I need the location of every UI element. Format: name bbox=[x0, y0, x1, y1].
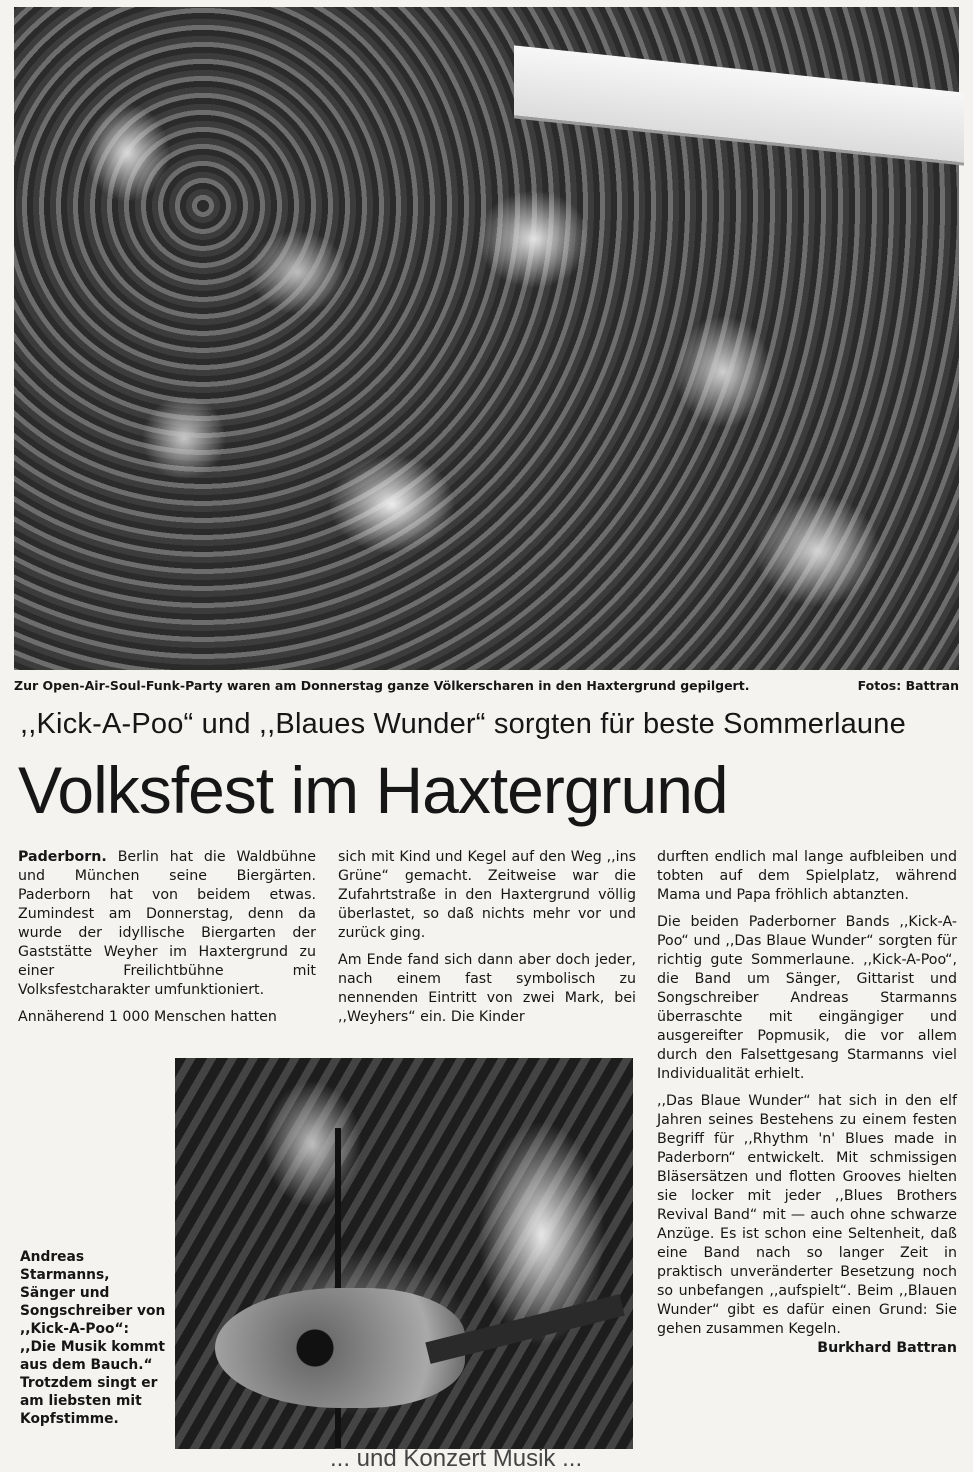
canopy-shape bbox=[514, 45, 964, 165]
paragraph: sich mit Kind und Kegel auf den Weg ,,ins Grüne“ gemacht. Zeitweise war die Zufahrtstraße in den Haxtergrund völlig überlastet, so daß nichts mehr vor und zurück ging. bbox=[338, 849, 636, 941]
paragraph: Annäherend 1 000 Menschen hatten bbox=[18, 1009, 277, 1025]
author-byline: Burkhard Battran bbox=[817, 1340, 957, 1356]
article-column-1 bbox=[18, 848, 316, 1035]
main-headline: Volksfest im Haxtergrund bbox=[18, 753, 728, 827]
singer-photo bbox=[175, 1058, 633, 1449]
article-column-3 bbox=[657, 848, 957, 1358]
dateline: Paderborn. bbox=[18, 849, 107, 865]
paragraph: Am Ende fand sich dann aber doch jeder, nach einem fast symbolisch zu nennenden Eintritt von zwei Mark, bei ,,Weyhers“ ein. Die Kinder bbox=[338, 952, 636, 1025]
cut-off-headline-fragment: ... und Konzert Musik ... bbox=[330, 1445, 583, 1472]
paragraph bbox=[18, 848, 316, 1000]
paragraph: durften endlich mal lange aufbleiben und tobten auf dem Spielplatz, während Mama und Papa fröhlich abtanzten. bbox=[657, 849, 957, 903]
photo-credit: Fotos: Battran bbox=[857, 678, 959, 693]
kicker-headline: ,,Kick-A-Poo“ und ,,Blaues Wunder“ sorgten für beste Sommerlaune bbox=[20, 708, 906, 740]
crowd-photo bbox=[14, 7, 959, 670]
photo-caption bbox=[14, 678, 959, 693]
paragraph-text: Berlin hat die Waldbühne und München seine Biergärten. Paderborn hat von beidem etwas. Zumindest am Donnerstag, denn da wurde der idyllische Biergarten der Gaststätte Weyher im Haxtergrund zu einer Freilichtbühne mit Volksfestcharakter umfunktioniert. bbox=[18, 849, 316, 998]
article-column-2 bbox=[338, 848, 636, 1035]
photo-caption-text: Zur Open-Air-Soul-Funk-Party waren am Donnerstag ganze Völkerscharen in den Haxtergrund gepilgert. bbox=[14, 678, 750, 693]
paragraph-text: ,,Das Blaue Wunder“ hat sich in den elf Jahren seines Bestehens zu einem festen Begriff für ,,Rhythm 'n' Blues made in Paderborn“ entwickelt. Mit schmissigen Bläsersätzen und flotten Grooves hielten sie locker mit jeder ,,Blues Brothers Revival Band“ mit — auch ohne schwarze Anzüge. Es ist schon eine Seltenheit, daß eine Band nach so langer Zeit in praktisch unveränderter Besetzung noch so unbefangen ,,aufspielt“. Beim ,,Blauen Wunder“ gibt es dafür einen Grund: Sie gehen zusammen Kegeln. bbox=[657, 1093, 957, 1337]
singer-photo-caption: Andreas Starmanns, Sänger und Songschreiber von ,,Kick-A-Poo“: ,,Die Musik kommt aus dem Bauch.“ Trotzdem singt er am liebsten mit Kopfstimme. bbox=[20, 1249, 166, 1427]
paragraph: Die beiden Paderborner Bands ,,Kick-A-Poo“ und ,,Das Blaue Wunder“ sorgten für richtig gute Sommerlaune. ,,Kick-A-Poo“, die Band um Sänger, Gittarist und Songschreiber Andreas Starmanns überraschte mit eingängiger und ausgereifter Popmusik, die vor allem durch den Falsettgesang Starmanns viel Individualität erhielt. bbox=[657, 914, 957, 1082]
paragraph bbox=[657, 1092, 957, 1356]
